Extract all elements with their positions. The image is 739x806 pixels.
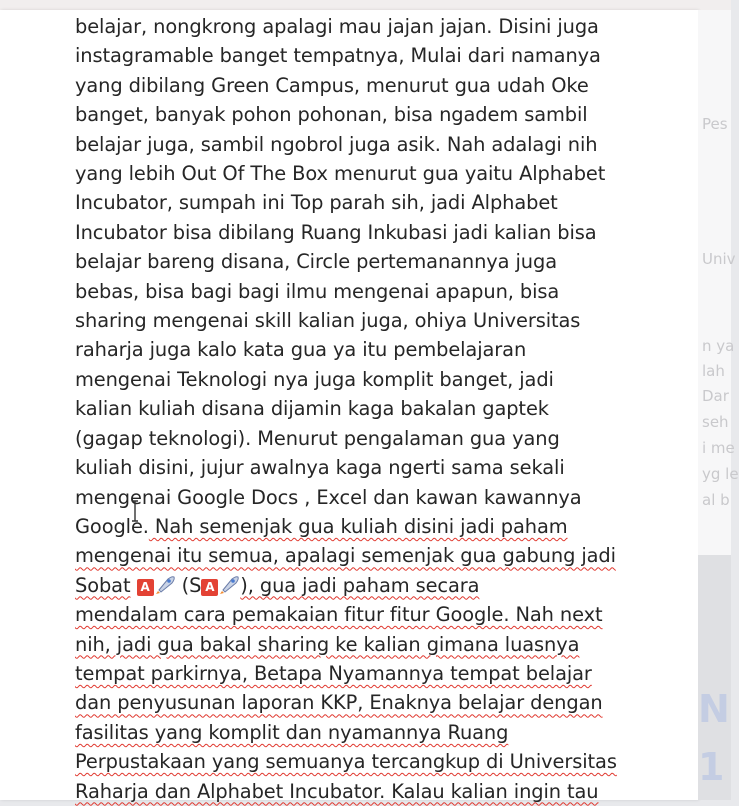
spellcheck-underlined-text[interactable]: Nah semenjak gua kuliah disini jadi paham bbox=[148, 514, 568, 538]
text-line: (gagap teknologi). Menurut pengalaman gua yang bbox=[75, 426, 560, 450]
text-line: belajar juga, sambil ngobrol juga asik. Nah adalagi nih bbox=[75, 132, 598, 156]
side-fragment: Dar bbox=[702, 387, 729, 405]
side-card bbox=[698, 10, 739, 555]
text-line bbox=[75, 541, 635, 570]
side-fragment: al b bbox=[702, 491, 730, 509]
text-line: Incubator, sumpah ini Top parah sih, jadi Alphabet bbox=[75, 191, 558, 215]
spellcheck-underlined-text[interactable]: nih, jadi gua bakal sharing ke kalian gimana luasnya bbox=[75, 632, 580, 656]
spellcheck-underlined-text[interactable]: Raharja dan Alphabet Incubator. Kalau kalian ingin tau bbox=[75, 779, 599, 803]
side-panel bbox=[698, 10, 739, 800]
text-cursor-icon bbox=[130, 500, 140, 522]
a-button-emoji-icon: A bbox=[137, 579, 154, 596]
side-banner-text: 1 bbox=[698, 745, 725, 789]
spellcheck-underlined-text[interactable]: mengenai itu semua, apalagi semenjak gua gabung jadi bbox=[75, 544, 616, 568]
rocket-emoji-icon bbox=[218, 575, 240, 595]
spellcheck-underlined-text[interactable]: dan penyusunan laporan KKP, Enaknya belajar dengan bbox=[75, 691, 603, 715]
side-fragment: Pes bbox=[702, 115, 728, 133]
text-line: belajar, nongkrong apalagi mau jajan jajan. Disini juga bbox=[75, 15, 599, 38]
text-line-google bbox=[75, 512, 635, 541]
side-fragment: Univ bbox=[702, 250, 736, 268]
text-line-sobat bbox=[75, 571, 635, 600]
spellcheck-underlined-text[interactable]: fasilitas yang komplit dan nyamannya Ruang bbox=[75, 720, 509, 744]
text-line: yang dibilang Green Campus, menurut gua udah Oke bbox=[75, 73, 589, 97]
text-line: kalian kuliah disana dijamin kaga bakalan gaptek bbox=[75, 397, 549, 421]
text-line: banget, banyak pohon pohonan, bisa ngadem sambil bbox=[75, 103, 588, 127]
spellcheck-underlined-text[interactable]: mendalam cara pemakaian fitur fitur Google. Nah next bbox=[75, 603, 603, 627]
text-line: belajar bareng disana, Circle pertemanannya juga bbox=[75, 250, 557, 274]
side-fragment: n ya bbox=[702, 337, 735, 355]
text-line: mengenai Google Docs , Excel dan kawan kawannya bbox=[75, 485, 582, 509]
text-line: bebas, bisa bagi bagi ilmu mengenai apapun, bisa bbox=[75, 279, 560, 303]
document-body[interactable] bbox=[75, 12, 635, 806]
sobat-paren-open: (S bbox=[175, 573, 202, 597]
document-page[interactable] bbox=[0, 10, 698, 803]
side-fragment: i me bbox=[702, 439, 735, 457]
text-line: yang lebih Out Of The Box menurut gua yaitu Alphabet bbox=[75, 162, 606, 186]
spellcheck-underlined-text[interactable]: ), gua jadi paham secara bbox=[240, 573, 480, 597]
spellcheck-underlined-text[interactable]: Perpustakaan yang semuanya tercangkup di Universitas bbox=[75, 750, 617, 774]
text-line: mengenai Teknologi nya juga komplit banget, jadi bbox=[75, 367, 554, 391]
text-line: instagramable banget tempatnya, Mulai dari namanya bbox=[75, 44, 601, 68]
rocket-emoji-icon bbox=[154, 575, 176, 595]
text-line: Incubator bisa dibilang Ruang Inkubasi jadi kalian bisa bbox=[75, 220, 597, 244]
side-banner-text: N bbox=[698, 687, 730, 731]
text-line: sharing mengenai skill kalian juga, ohiya Universitas bbox=[75, 309, 581, 333]
google-word: Google. bbox=[75, 514, 149, 538]
side-fragment: seh bbox=[702, 413, 729, 431]
side-fragment: yg le bbox=[702, 465, 739, 483]
text-line: raharja juga kalo kata gua ya itu pembelajaran bbox=[75, 338, 527, 362]
side-fragment: lah bbox=[702, 362, 725, 380]
side-banner bbox=[698, 555, 731, 800]
sobat-word[interactable]: Sobat bbox=[75, 573, 131, 597]
a-button-emoji-icon: A bbox=[201, 579, 218, 596]
text-line: kuliah disini, jujur awalnya kaga ngerti sama sekali bbox=[75, 456, 565, 480]
spellcheck-underlined-text[interactable]: tempat parkirnya, Betapa Nyamannya tempat belajar bbox=[75, 661, 592, 685]
